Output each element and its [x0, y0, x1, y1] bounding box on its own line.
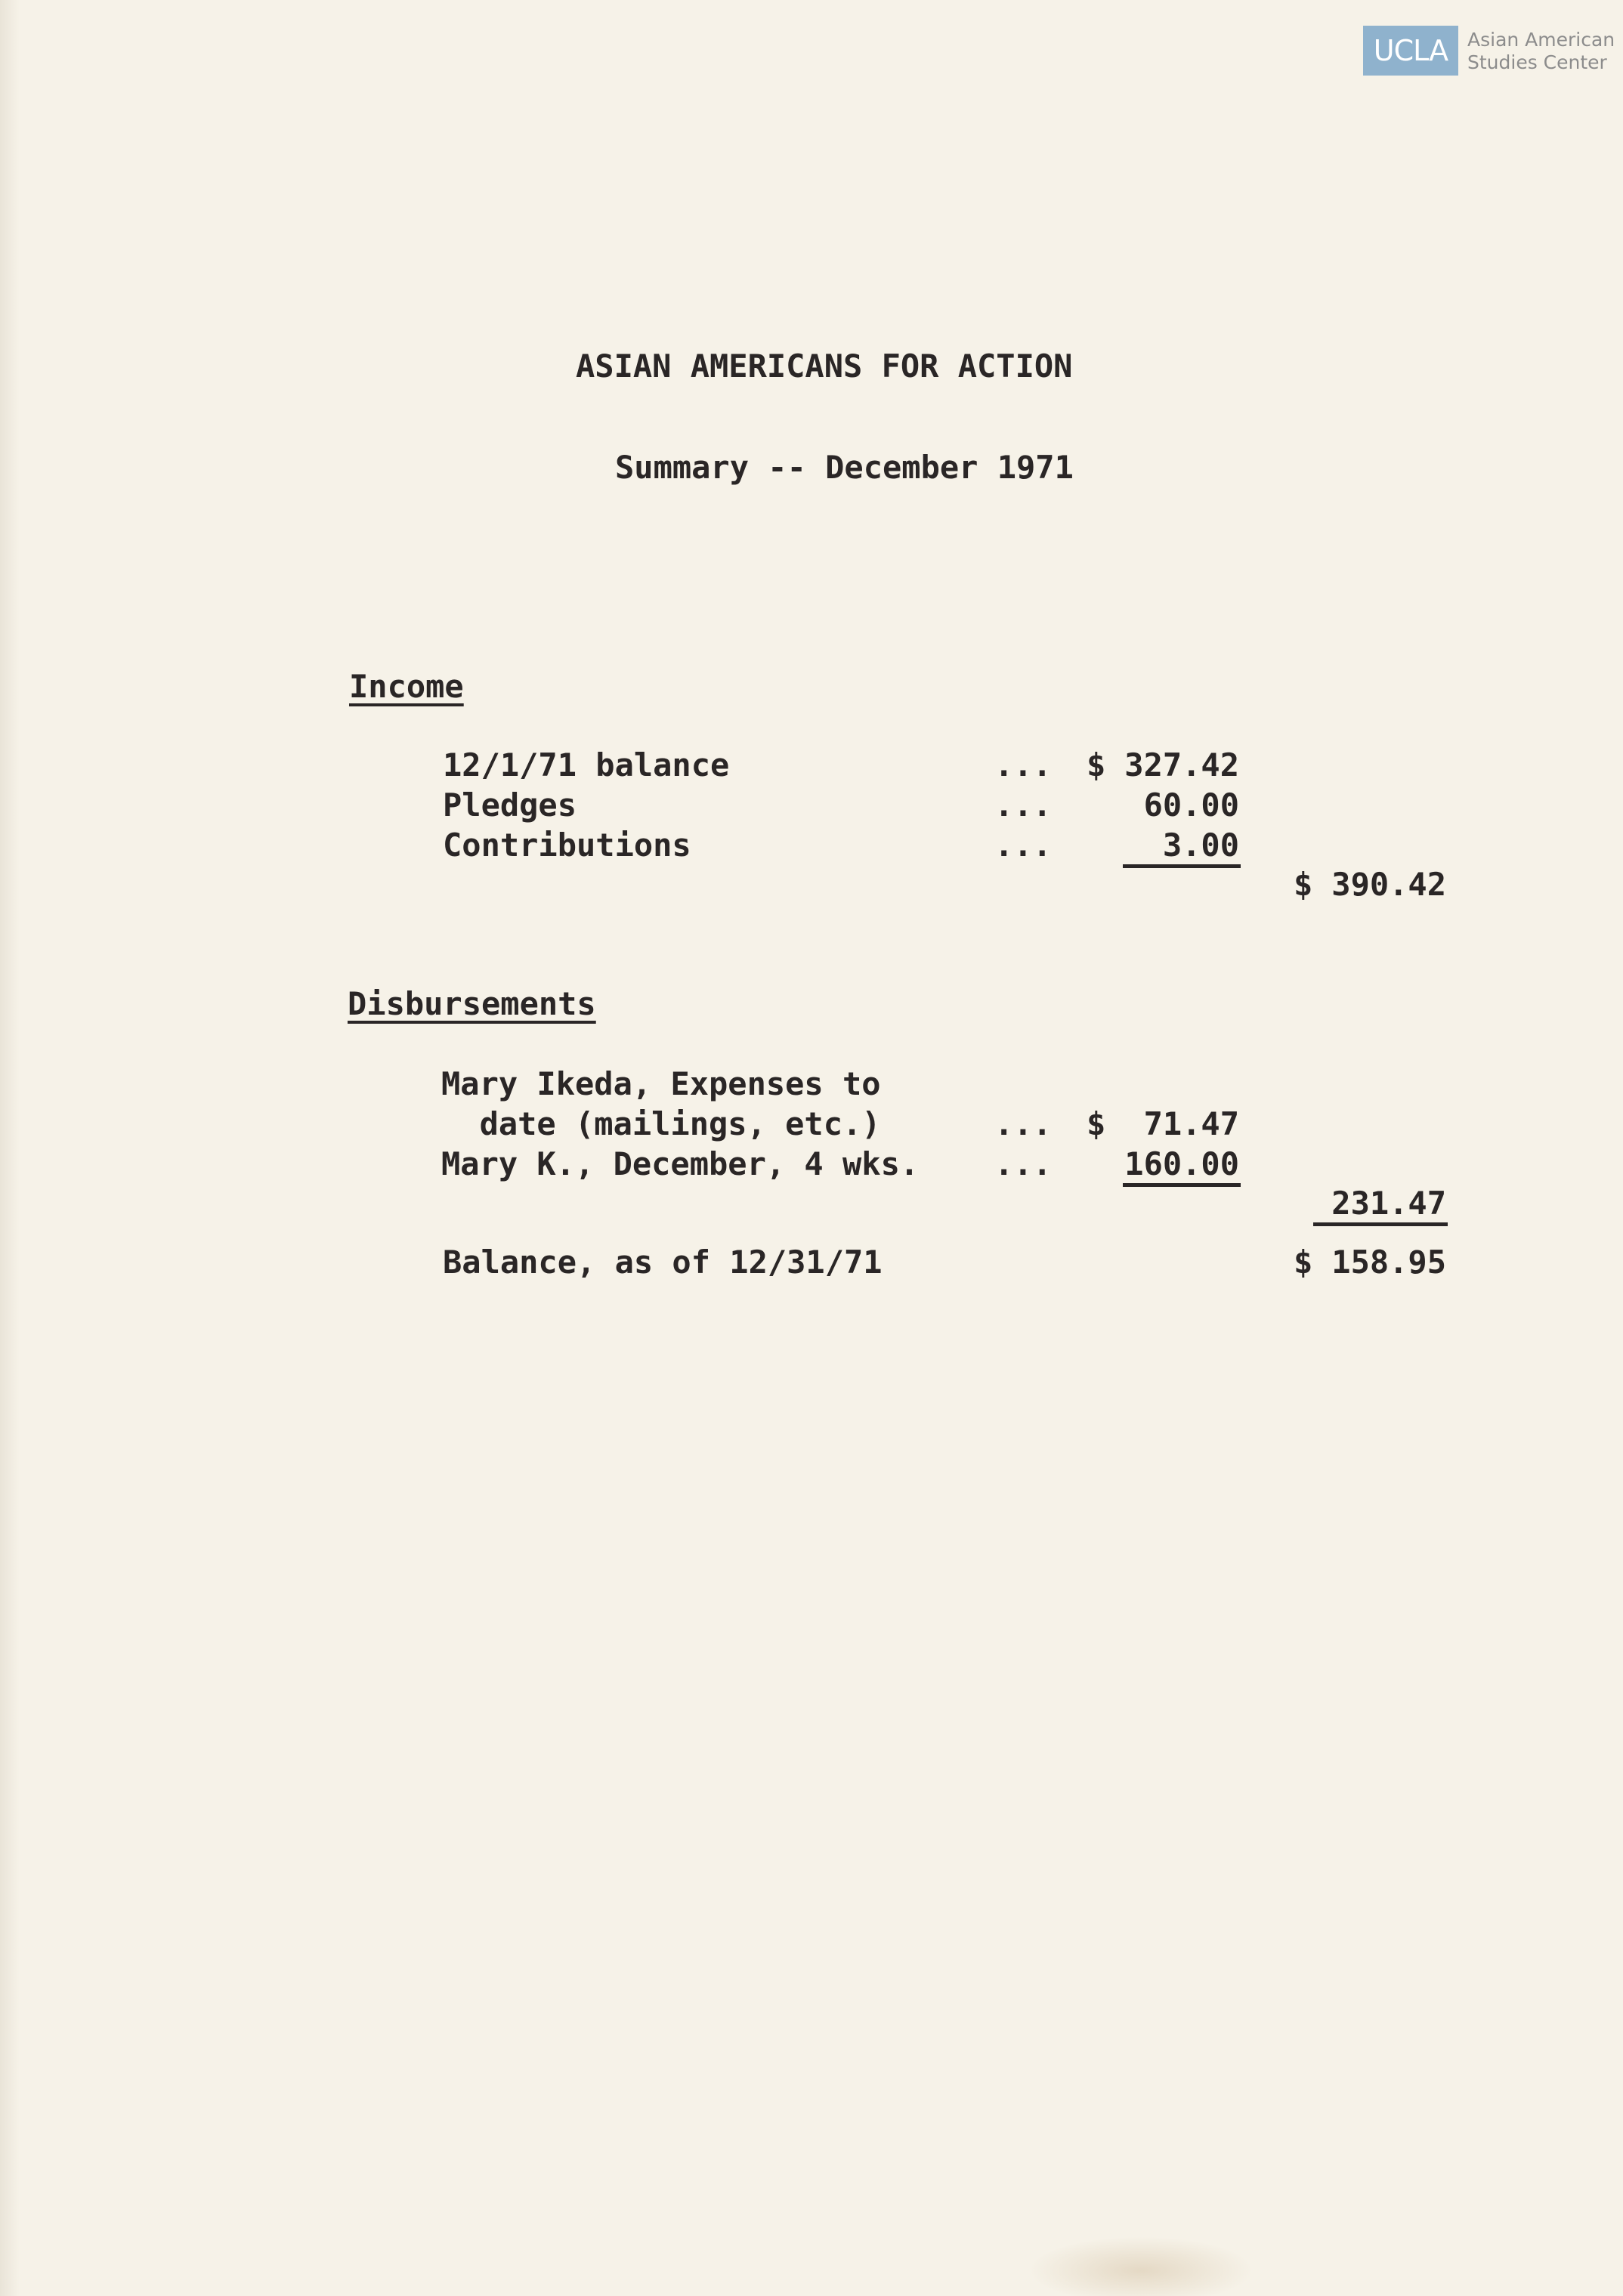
income-row-1-amount: 327.42 — [1124, 746, 1239, 783]
income-subtotal-rule — [1123, 864, 1241, 868]
disbursement-row-3-amount: 160.00 — [1124, 1145, 1239, 1182]
income-row-3-desc: Contributions — [443, 827, 691, 864]
income-row-1-leader: ... — [994, 746, 1052, 783]
income-row-3-leader: ... — [994, 827, 1052, 864]
income-row-2-leader: ... — [994, 786, 1052, 824]
disbursement-row-2-amount: 71.47 — [1143, 1105, 1239, 1142]
income-row-1-desc: 12/1/71 balance — [443, 746, 730, 783]
income-total-currency: $ — [1294, 866, 1313, 903]
logo-caption — [1467, 29, 1615, 74]
page-edge-shadow — [0, 0, 20, 2296]
disbursement-row-3-desc: Mary K., December, 4 wks. — [441, 1145, 920, 1182]
ucla-logo-mark: UCLA — [1373, 34, 1448, 67]
document-subtitle: Summary -- December 1971 — [615, 449, 1074, 486]
disbursements-total-rule — [1313, 1222, 1448, 1226]
balance-amount: 158.95 — [1331, 1244, 1446, 1281]
income-heading: Income — [349, 668, 464, 705]
logo-caption-line-2: Studies Center — [1467, 51, 1607, 73]
disbursement-subtotal-rule — [1123, 1183, 1241, 1187]
disbursements-heading: Disbursements — [348, 985, 596, 1022]
ucla-logo — [1363, 26, 1458, 76]
paper-stain — [1028, 2236, 1254, 2296]
document-title: ASIAN AMERICANS FOR ACTION — [576, 348, 1073, 385]
disbursement-row-2-currency: $ — [1087, 1105, 1106, 1142]
disbursements-total-amount: 231.47 — [1331, 1185, 1446, 1222]
income-total-amount: 390.42 — [1331, 866, 1446, 903]
income-row-3-amount: 3.00 — [1162, 827, 1239, 864]
disbursement-row-3-leader: ... — [994, 1145, 1052, 1182]
balance-label: Balance, as of 12/31/71 — [443, 1244, 883, 1281]
balance-currency: $ — [1294, 1244, 1313, 1281]
disbursement-row-2-leader: ... — [994, 1105, 1052, 1142]
disbursement-row-2-desc: date (mailings, etc.) — [441, 1105, 881, 1142]
income-row-2-desc: Pledges — [443, 786, 577, 824]
income-row-1-currency: $ — [1087, 746, 1106, 783]
logo-caption-line-1: Asian American — [1467, 29, 1615, 51]
disbursement-row-1-desc: Mary Ikeda, Expenses to — [441, 1065, 881, 1102]
income-row-2-amount: 60.00 — [1143, 786, 1239, 824]
